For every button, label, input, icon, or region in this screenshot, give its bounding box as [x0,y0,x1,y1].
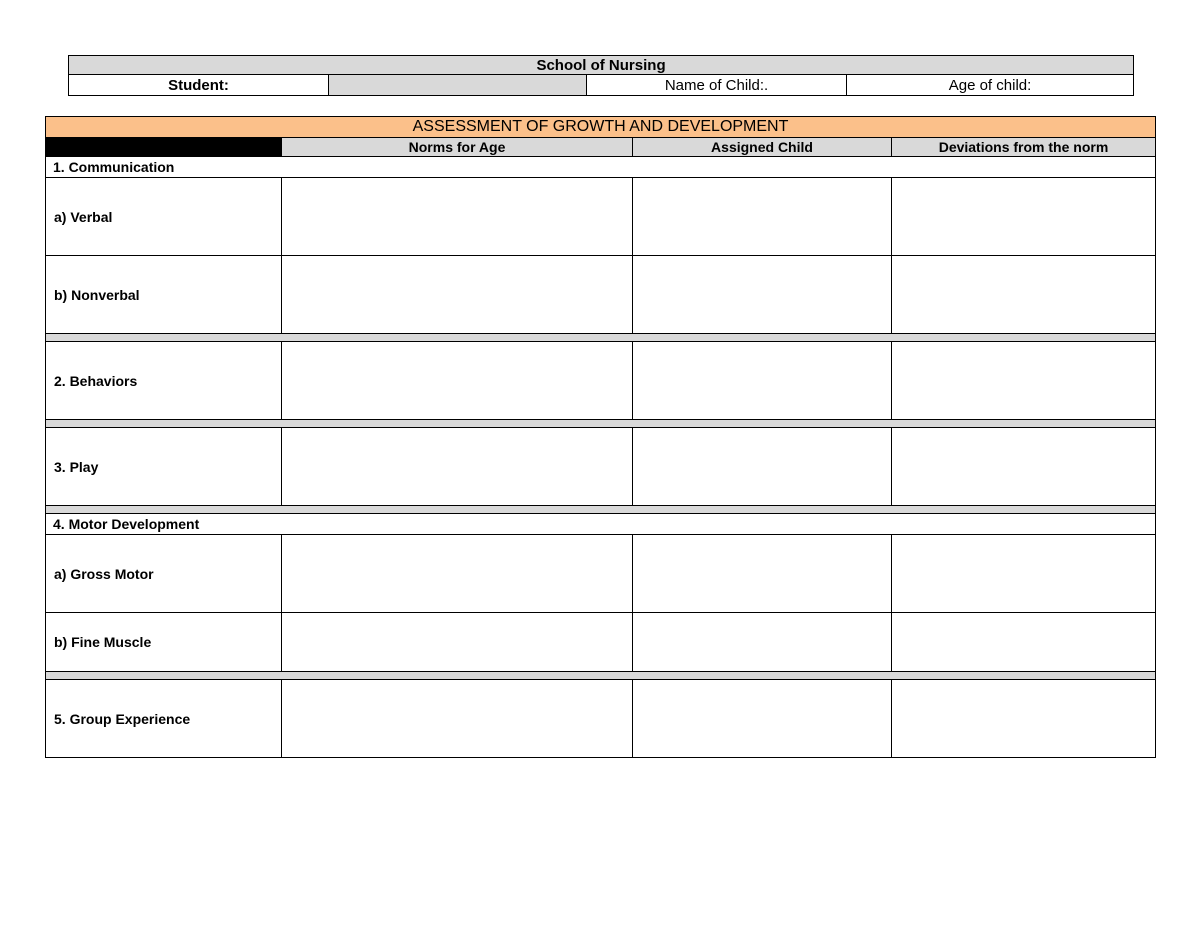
row-label-group-experience: 5. Group Experience [46,680,282,758]
header-table [68,55,1134,96]
cell-play-norms[interactable] [282,428,633,506]
assessment-title: ASSESSMENT OF GROWTH AND DEVELOPMENT [46,117,1156,138]
cell-behaviors-deviations[interactable] [892,342,1156,420]
section-communication: 1. Communication [46,157,1156,178]
cell-fine-muscle-assigned[interactable] [633,613,892,672]
cell-verbal-assigned[interactable] [633,178,892,256]
cell-nonverbal-deviations[interactable] [892,256,1156,334]
cell-verbal-deviations[interactable] [892,178,1156,256]
column-deviations: Deviations from the norm [892,138,1156,157]
cell-gross-motor-assigned[interactable] [633,535,892,613]
cell-behaviors-norms[interactable] [282,342,633,420]
cell-fine-muscle-deviations[interactable] [892,613,1156,672]
cell-fine-muscle-norms[interactable] [282,613,633,672]
separator-row [46,506,1156,514]
row-label-gross-motor: a) Gross Motor [46,535,282,613]
cell-play-assigned[interactable] [633,428,892,506]
school-title: School of Nursing [69,56,1134,75]
row-label-nonverbal: b) Nonverbal [46,256,282,334]
cell-play-deviations[interactable] [892,428,1156,506]
header-corner [46,138,282,157]
row-label-play: 3. Play [46,428,282,506]
cell-gross-motor-deviations[interactable] [892,535,1156,613]
column-norms-for-age: Norms for Age [282,138,633,157]
row-label-verbal: a) Verbal [46,178,282,256]
cell-group-experience-assigned[interactable] [633,680,892,758]
section-motor-development: 4. Motor Development [46,514,1156,535]
child-age-label[interactable]: Age of child: [847,75,1134,96]
cell-group-experience-norms[interactable] [282,680,633,758]
student-label: Student: [69,75,329,96]
cell-gross-motor-norms[interactable] [282,535,633,613]
cell-verbal-norms[interactable] [282,178,633,256]
cell-nonverbal-assigned[interactable] [633,256,892,334]
column-assigned-child: Assigned Child [633,138,892,157]
row-label-fine-muscle: b) Fine Muscle [46,613,282,672]
cell-behaviors-assigned[interactable] [633,342,892,420]
student-field[interactable] [329,75,587,96]
cell-nonverbal-norms[interactable] [282,256,633,334]
separator-row [46,420,1156,428]
child-name-label[interactable]: Name of Child:. [587,75,847,96]
cell-group-experience-deviations[interactable] [892,680,1156,758]
row-label-behaviors: 2. Behaviors [46,342,282,420]
separator-row [46,334,1156,342]
separator-row [46,672,1156,680]
assessment-table [45,116,1156,758]
